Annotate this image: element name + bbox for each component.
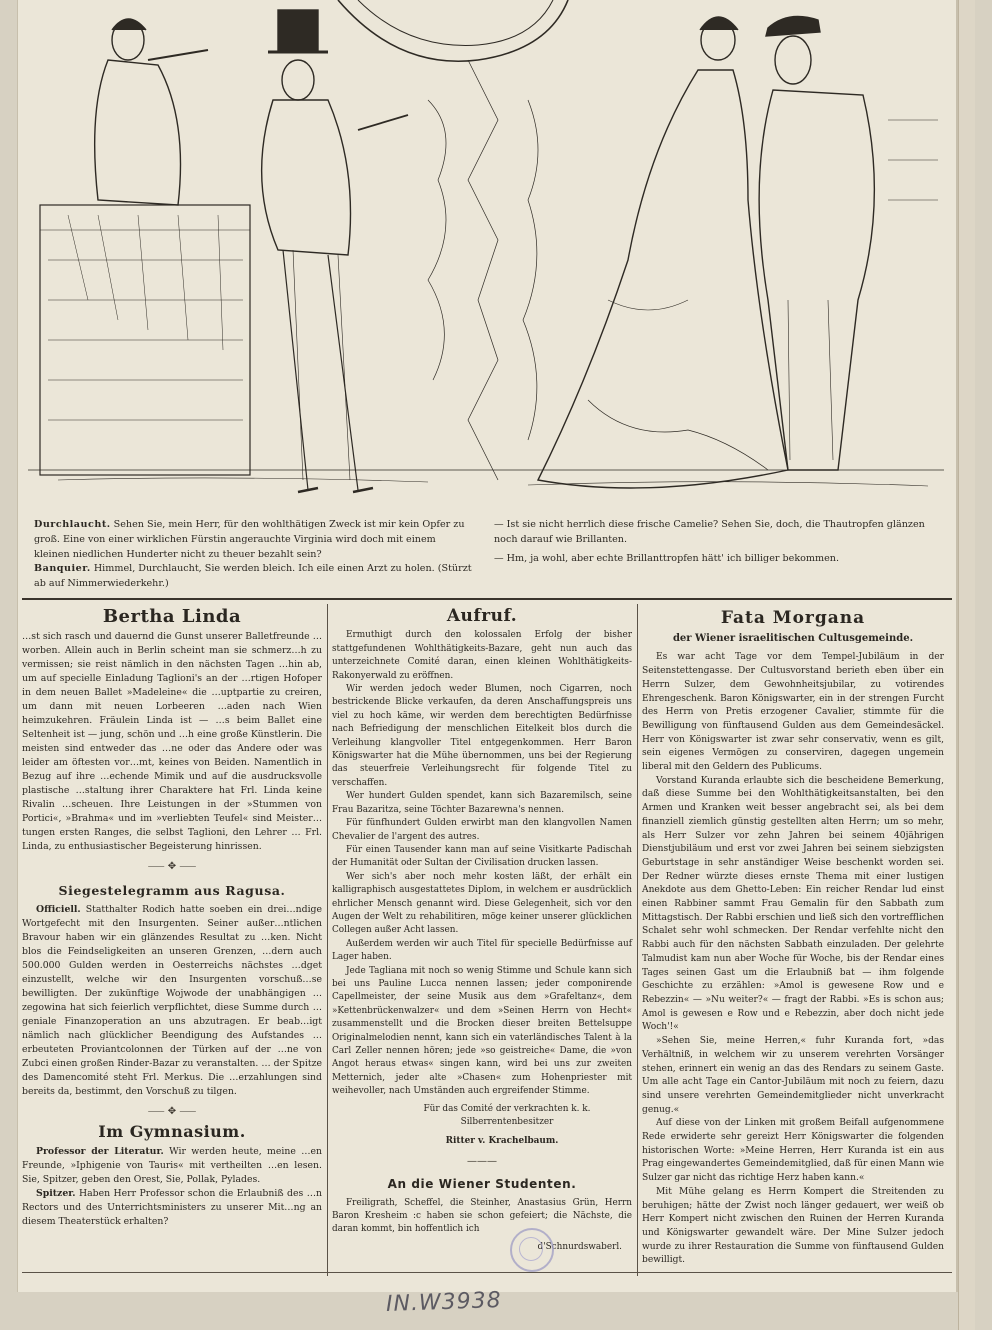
spitzer-line: Haben Herr Professor schon die Erlaubniß des …n Rectors und des Unterrichtsministers zu unserer Mit…ng an diesem Theaterstück erhalten?: [22, 1188, 322, 1227]
library-stamp: [510, 1228, 554, 1272]
professor-line: Wir werden heute, meine …en Freunde, »Iphigenie von Tauris« mit vertheilten …en lesen. Sie, Spitzer, geben den Orest, Sie, Pollak, Pylades.: [22, 1146, 322, 1185]
caption-speaker-banquier: Banquier.: [34, 563, 91, 575]
caption-text-durchlaucht: Sehen Sie, mein Herr, für den wohlthätigen Zweck ist mir kein Opfer zu groß. Eine von einer wirklichen Fürstin angerauchte Virginia wird doch mit einem kleinen niedlichen Hunderter nicht zu theuer bezahlt sein?: [34, 519, 465, 560]
aufruf-paragraph: Ermuthigt durch den kolossalen Erfolg der bisher stattgefundenen Wohlthätigkeits-Bazare, geht nun auch das unterzeichnete Comité daran, einen kleinen Wohlthätigkeits-Rakonyerwald zu eröffnen.: [332, 630, 632, 681]
caption-left: [34, 518, 474, 592]
article-subtitle-fata-morgana: der Wiener israelitischen Cultusgemeinde.: [672, 632, 914, 644]
inventory-number: IN.W3938: [385, 1287, 503, 1318]
article-text-bertha-linda: …st sich rasch und dauernd die Gunst unserer Balletfreunde …worben. Allein auch in Berlin scheint man sie schmerz…h zu vermissen; sie reist nämlich in den nächsten Tagen …hin ab, um auf specielle Einladung Taglioni's an der …rtigen Hofoper in dem neuen Ballet »Madeleine« die …uptpartie zu creiren, um dann mit neuen Lorbeeren …aden nach Wien heimzukehren. Fräulein Linda ist — …s beim Ballet eine Seltenheit ist — jung, schön und …h eine große Künstlerin. Die meisten sind entweder das …ne oder das Andere oder was leider am öftesten vor…mt, keines von Beiden. Namentlich in Bezug auf ihre …echende Mimik und auf die ausdrucksvolle plastische …staltung ihrer Charaktere hat Frl. Linda keine Rivalin …scheuen. Ihre Leistungen in der »Stummen von Portici«, »Brahma« und im »verliebten Teufel« sind Meister…tungen ersten Ranges, die selbst Taglioni, den Lehrer … Frl. Linda, zu enthusiastischer Begeisterung hinrissen.: [22, 631, 322, 852]
column-divider-2: [637, 604, 638, 1276]
aufruf-paragraph: Wir werden jedoch weder Blumen, noch Cigarren, noch bestrickende Blicke verkaufen, da deren Anschaffungspreis uns viel zu hoch käme, wir werden dem berechtigten Bedürfnisse nach Befriedigung der menschlichen Eitelkeit blos durch die Verleihung klangvoller Titel entgegenkommen. Herr Baron Königswarter hat die Mühe übernommen, uns bei der Regierung das steuerfreie Verleihungsrecht für folgende Titel zu verschaffen.: [332, 684, 632, 788]
aufruf-signature-line: Für das Comité der verkrachten k. k. Silberrentenbesitzer: [423, 1103, 591, 1128]
speaker-professor: Professor der Literatur.: [36, 1146, 164, 1157]
ornament-divider: ⸺ ✥ ⸺: [147, 1106, 197, 1117]
column-3: [642, 606, 944, 1268]
aufruf-paragraph: Jede Tagliana mit noch so wenig Stimme und Schule kann sich bei uns Pauline Lucca nennen lassen; jeder componirende Capellmeister, der seine Musik aus dem »Grafeltanz«, dem »Kettenbrückenwalzer« und dem »Seinen Herrn von Hecht« zusammenstellt und die Brocken dieser breiten Bettelsuppe Originalmelodien nennt, kann sich ein vaterländisches Talent à la Carl Zeller nennen hören; jede »so geistreiche« Dame, die »von Angot heraus etwas« singen kann, wird bei uns zur zweiten Metternich, jeder alte »Chasen« zum Hohenpriester mit weihevoller, nach Umständen auch ergreifender Stimme.: [332, 965, 632, 1097]
caption-right: [494, 518, 934, 570]
aufruf-paragraph: Außerdem werden wir auch Titel für specielle Bedürfnisse auf Lager haben.: [332, 938, 632, 963]
dialogue-spitzer: [22, 1187, 322, 1229]
fata-morgana-paragraph: Auf diese von der Linken mit großem Beifall aufgenommene Rede erwiderte sehr gereizt Herr Königswarter die folgenden historischen Worte: »Meine Herren, Herr Kuranda ist ein aus Prag eingewandertes Gemeindemitglied, daß für einen Mann wie Sulzer gar nicht das richtige Herz haben kann.«: [642, 1118, 944, 1184]
caricature-illustration: [28, 0, 944, 512]
caption-text-camelie: — Ist sie nicht herrlich diese frische Camelie? Sehen Sie, doch, die Thautropfen glänzen noch darauf wie Brillanten.: [494, 519, 925, 545]
adjacent-page-edge: [958, 0, 975, 1330]
section-divider: [22, 598, 952, 600]
studenten-signature: d'Schnurdswaberl.: [537, 1241, 622, 1252]
speaker-officiell: Officiell.: [36, 904, 81, 915]
fata-morgana-paragraph: Es war acht Tage vor dem Tempel-Jubiläum in der Seitenstettengasse. Der Cultusvorstand berieth eben über ein Herrn Sulzer, dem Gewohnheitsjubilar, zu votirendes Ehrengeschenk. Baron Königswarter, ein in der strengen Furcht des Herrn von Pretis erzogener Cavalier, stimmte für die Bewilligung von fünftausend Gulden aus dem Gemeindesäckel. Herr von Königswarter ist zwar sehr conservativ, wenn es gilt, sein eigenes Vermögen zu conserviren, dagegen ungemein liberal mit den Geldern des Publicums.: [642, 652, 944, 773]
aufruf-paragraph: Wer sich's aber noch mehr kosten läßt, der erhält ein kalligraphisch ausgestattetes Diplom, in welchem er ausdrücklich ehrlicher Mensch genannt wird. Diese Gelegenheit, sich vor den Augen der Welt zu rehabilitiren, möge keiner unserer glücklichen Collegen außer Acht lassen.: [332, 871, 632, 936]
article-title-fata-morgana: Fata Morgana: [720, 608, 866, 628]
aufruf-paragraph: Für fünfhundert Gulden erwirbt man den klangvollen Namen Chevalier de l'argent des autres.: [332, 818, 632, 842]
caption-text-brillant: — Hm, ja wohl, aber echte Brillanttropfen hätt' ich billiger bekommen.: [494, 552, 840, 564]
column-divider-1: [327, 604, 328, 1276]
aufruf-paragraph: Wer hundert Gulden spendet, kann sich Bazaremilsch, seine Frau Bazaritza, seine Töchter Bazarewna's nennen.: [332, 791, 632, 815]
telegram-body: Statthalter Rodich hatte soeben ein drei…ndige Wortgefecht mit den Insurgenten. Seiner außer…ntlichen Bravour haben wir ein glänzendes Resultat zu …ken. Nicht blos die Feindseligkeiten an unseren Grenzen, …dern auch 500.000 Gulden werden in Oesterreichs nächstes …dget einzustellt, welche wir den Insurgenten vorschuß…se bewilligten. Der zukünftige Wojwode der unabhängigen …zegowina hat sich feierlich verpflichtet, diese Summe durch … geniale Finanzoperation an uns abzutragen. Er beab…igt nämlich nach glücklicher Beendigung des Aufstandes … erbeuteten Proviantcolonnen der Türken auf der …ne von Zubci einen großen Rinder-Bazar zu veranstalten. … der Spitze des Damencomité steht Frl. Merkus. Die …erzahlungen sind bereits da, bestimmt, den Vorschuß zu tilgen.: [22, 904, 322, 1097]
speaker-spitzer: Spitzer.: [36, 1188, 76, 1199]
caption-speaker-durchlaucht: Durchlaucht.: [34, 519, 111, 530]
studenten-paragraph: Freiligrath, Scheffel, die Steinher, Anastasius Grün, Herrn Baron Kresheim :c haben sie schon gefeiert; die Nächste, die daran kommt, bin hoffentlich ich: [332, 1197, 632, 1235]
fata-morgana-paragraph: Vorstand Kuranda erlaubte sich die bescheidene Bemerkung, daß diese Summe bei den Wohlthätigkeitsanstalten, bei den Armen und Kranken weit besser angebracht sei, als bei dem finanziell ziemlich günstig gestellten alten Herrn; um so mehr, als Herr Sulzer vor zehn Jahren bei seinem 40jährigen Dienstjubiläum und erst vor zwei Jahren bei seinem siebzigsten Geburtstage in sehr anständiger Weise beschenkt worden sei. Der Redner würzte dieses ernste Thema mit einer lustigen Anekdote aus dem Ghetto-Leben: Ein reicher Rendar lud einst einen Rabbiner sammt Frau Gemalin für den Sabbath zum Mittagstisch. Der Rabbi erschien und ließ sich den vortrefflichen Schalet sehr wohl schmecken. Der Rendar verfehlte nicht den Rabbi auch für den nächsten Sabbath einzuladen. Der gelehrte Talmudist kam nun aber Woche für Woche, bis der Rendar eines Tages seinen Gast um die Erlaubniß bat — ihm folgende Geschichte zu erzählen: »Amol is gewesene Row und e Rebezzin« — »Nu weiter?« — fragt der Rabbi. »Es is schon aus; Amol is gewesen e Row und e Rebezzin, aber doch nicht jede Woch'!«: [642, 775, 944, 1033]
article-title-siegestelegramm: Siegestelegramm aus Ragusa.: [58, 883, 286, 898]
fata-morgana-paragraph: »Sehen Sie, meine Herren,« fuhr Kuranda fort, »das Verhältniß, in welchem wir zu unserem verehrten Vorsänger stehen, erinnert ein wenig an das des Rendars zu seinem Gaste. Um alle acht Tage ein Cantor-Jubiläum mit noch zu feiern, dazu sind unsere verehrten Gemeindemitglieder nicht unverkracht genug.«: [642, 1036, 944, 1115]
column-2: [332, 606, 632, 1254]
article-title-aufruf: Aufruf.: [446, 606, 518, 626]
ornament-divider: ———: [467, 1155, 497, 1167]
ornament-divider: ⸺ ✥ ⸺: [147, 861, 197, 872]
article-title-studenten: An die Wiener Studenten.: [387, 1177, 577, 1192]
aufruf-paragraph: Für einen Tausender kann man auf seine Visitkarte Padischah der Humanität oder Sultan der Civilisation drucken lassen.: [332, 844, 632, 869]
fata-morgana-paragraph: Mit Mühe gelang es Herrn Kompert die Streitenden zu beruhigen; hätte der Zwist noch länger gedauert, wer weiß ob Herr Kompert nicht zwischen den Ruinen der Herren Kuranda und Königswarter gewandelt wäre. Der Mine Sulzer jedoch wurde zu ihrer Restauration die Summe von fünftausend Gulden bewilligt.: [642, 1186, 944, 1266]
article-text-siegestelegramm: [22, 903, 322, 1099]
aufruf-signature-name: Ritter v. Krachelbaum.: [445, 1136, 559, 1147]
bottom-rule: [22, 1272, 952, 1273]
dialogue-professor: [22, 1145, 322, 1187]
illustration-drawing: [28, 0, 944, 512]
column-1: [22, 606, 322, 1229]
caption-text-banquier: Himmel, Durchlaucht, Sie werden bleich. Ich eile einen Arzt zu holen. (Stürzt ab auf Nimmerwiederkehr.): [34, 563, 472, 590]
article-title-gymnasium: Im Gymnasium.: [98, 1122, 246, 1141]
article-title-bertha-linda: Bertha Linda: [102, 606, 242, 627]
